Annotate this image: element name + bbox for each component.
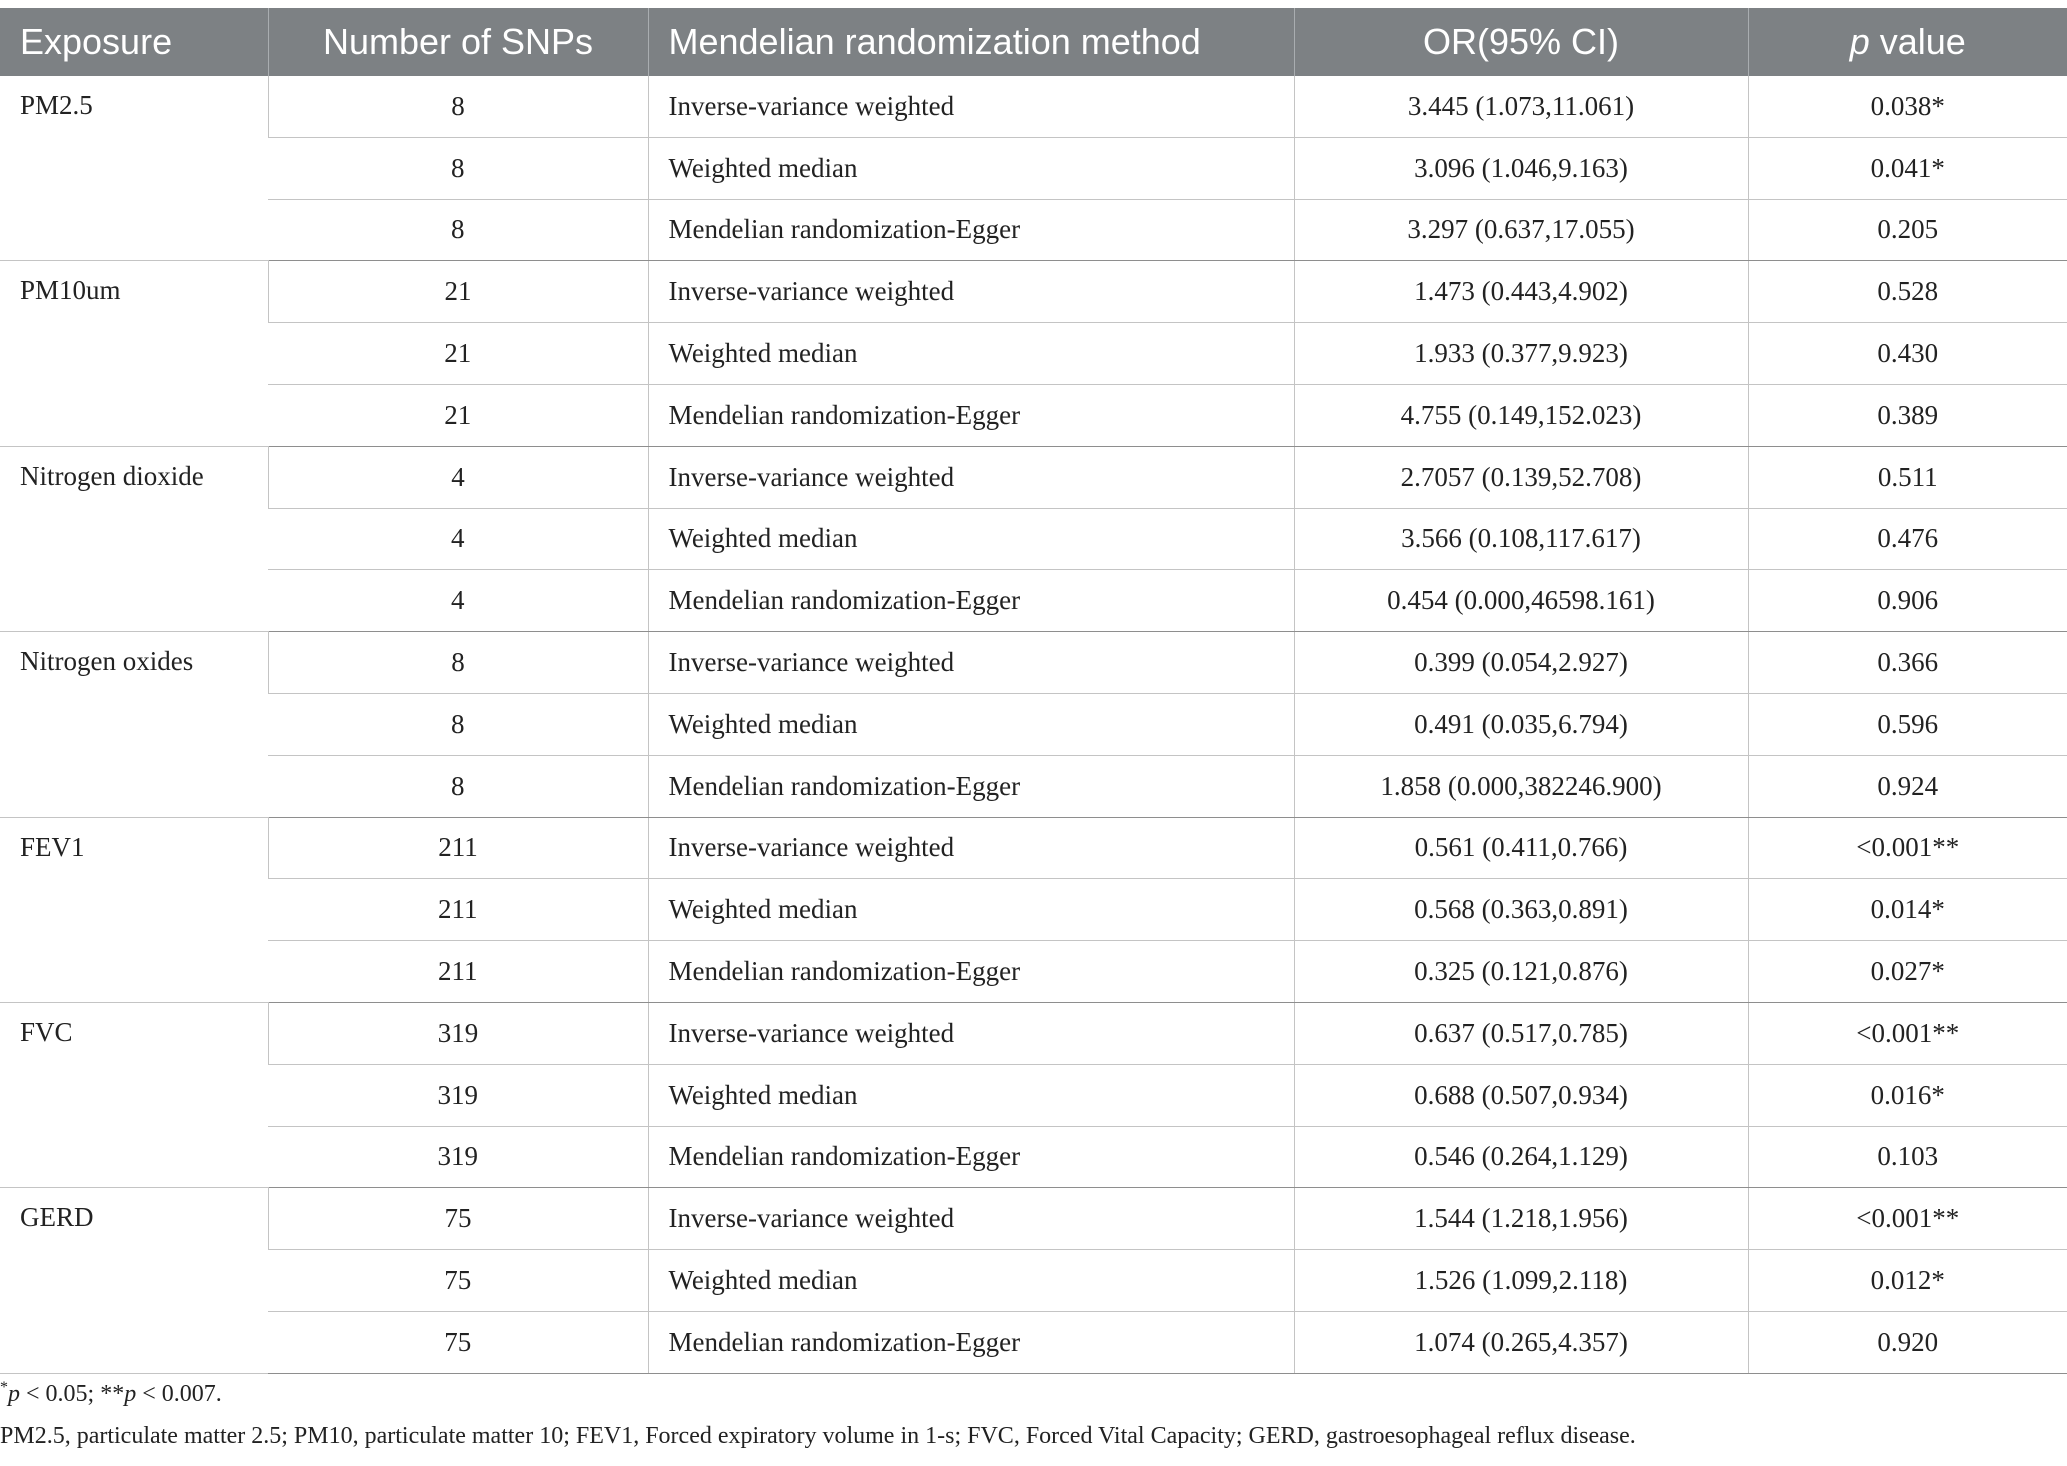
cell-p-value: 0.430 [1748,323,2067,385]
cell-exposure: FEV1 [0,817,268,1002]
cell-p-value: 0.389 [1748,384,2067,446]
cell-exposure: GERD [0,1188,268,1373]
cell-mr-method: Inverse-variance weighted [648,446,1294,508]
cell-p-value: <0.001** [1748,817,2067,879]
table-row [0,508,2067,570]
cell-number-of-snps: 319 [268,1064,648,1126]
table-row [0,570,2067,632]
cell-mr-method: Mendelian randomization-Egger [648,1126,1294,1188]
cell-number-of-snps: 8 [268,137,648,199]
cell-p-value: 0.920 [1748,1311,2067,1373]
cell-exposure: FVC [0,1002,268,1187]
table-row [0,446,2067,508]
table-row [0,941,2067,1003]
cell-number-of-snps: 8 [268,199,648,261]
cell-p-value: 0.205 [1748,199,2067,261]
cell-or-ci: 0.568 (0.363,0.891) [1294,879,1748,941]
table-row [0,879,2067,941]
cell-or-ci: 0.491 (0.035,6.794) [1294,693,1748,755]
cell-mr-method: Inverse-variance weighted [648,1188,1294,1250]
cell-mr-method: Weighted median [648,879,1294,941]
cell-exposure: PM10um [0,261,268,446]
cell-number-of-snps: 8 [268,76,648,137]
cell-mr-method: Weighted median [648,693,1294,755]
table-row [0,1002,2067,1064]
cell-number-of-snps: 211 [268,817,648,879]
cell-mr-method: Mendelian randomization-Egger [648,1311,1294,1373]
cell-or-ci: 0.399 (0.054,2.927) [1294,632,1748,694]
cell-or-ci: 3.445 (1.073,11.061) [1294,76,1748,137]
cell-p-value: 0.027* [1748,941,2067,1003]
cell-p-value: 0.103 [1748,1126,2067,1188]
header-number-of-snps: Number of SNPs [268,8,648,76]
table-row [0,755,2067,817]
cell-mr-method: Weighted median [648,1250,1294,1312]
table-row [0,323,2067,385]
cell-number-of-snps: 21 [268,261,648,323]
table-row [0,137,2067,199]
cell-mr-method: Weighted median [648,1064,1294,1126]
footnote-star-double: ** [100,1381,125,1407]
cell-mr-method: Mendelian randomization-Egger [648,199,1294,261]
cell-p-value: 0.906 [1748,570,2067,632]
table-row [0,1126,2067,1188]
cell-number-of-snps: 8 [268,693,648,755]
abbreviations-footnote: PM2.5, particulate matter 2.5; PM10, particulate matter 10; FEV1, Forced expiratory volume in 1-s; FVC, Forced Vital Capacity; GERD, gastroesophageal reflux disease. [0,1423,1636,1449]
cell-exposure: Nitrogen oxides [0,632,268,817]
cell-or-ci: 0.325 (0.121,0.876) [1294,941,1748,1003]
cell-or-ci: 0.561 (0.411,0.766) [1294,817,1748,879]
cell-number-of-snps: 319 [268,1126,648,1188]
cell-number-of-snps: 211 [268,879,648,941]
cell-mr-method: Mendelian randomization-Egger [648,941,1294,1003]
table-row [0,693,2067,755]
cell-p-value: 0.041* [1748,137,2067,199]
cell-or-ci: 3.566 (0.108,117.617) [1294,508,1748,570]
mendelian-randomization-table [0,8,2067,1374]
cell-number-of-snps: 4 [268,570,648,632]
cell-or-ci: 1.473 (0.443,4.902) [1294,261,1748,323]
header-p-letter: p [1849,21,1870,62]
cell-mr-method: Inverse-variance weighted [648,1002,1294,1064]
cell-p-value: 0.016* [1748,1064,2067,1126]
cell-or-ci: 0.454 (0.000,46598.161) [1294,570,1748,632]
cell-number-of-snps: 319 [268,1002,648,1064]
header-or-ci: OR(95% CI) [1294,8,1748,76]
cell-exposure: Nitrogen dioxide [0,446,268,631]
cell-or-ci: 4.755 (0.149,152.023) [1294,384,1748,446]
footnote-threshold-2: < 0.007. [136,1381,222,1407]
table-row [0,632,2067,694]
table-row [0,199,2067,261]
cell-or-ci: 0.637 (0.517,0.785) [1294,1002,1748,1064]
cell-mr-method: Inverse-variance weighted [648,261,1294,323]
table-row [0,1311,2067,1373]
cell-p-value: 0.038* [1748,76,2067,137]
cell-p-value: 0.511 [1748,446,2067,508]
cell-or-ci: 1.933 (0.377,9.923) [1294,323,1748,385]
cell-mr-method: Mendelian randomization-Egger [648,755,1294,817]
cell-number-of-snps: 21 [268,323,648,385]
cell-or-ci: 3.297 (0.637,17.055) [1294,199,1748,261]
cell-or-ci: 1.074 (0.265,4.357) [1294,1311,1748,1373]
results-table-container [0,8,2067,1374]
cell-or-ci: 2.7057 (0.139,52.708) [1294,446,1748,508]
table-footnotes [0,1378,2067,1462]
header-p-value [1748,8,2067,76]
table-row [0,1250,2067,1312]
table-body [0,76,2067,1373]
header-exposure: Exposure [0,8,268,76]
cell-number-of-snps: 8 [268,632,648,694]
table-row [0,76,2067,137]
significance-footnote [0,1378,2067,1410]
header-row [0,8,2067,76]
cell-mr-method: Mendelian randomization-Egger [648,384,1294,446]
cell-or-ci: 1.858 (0.000,382246.900) [1294,755,1748,817]
cell-mr-method: Mendelian randomization-Egger [648,570,1294,632]
footnote-star-single: * [0,1379,8,1396]
cell-p-value: 0.012* [1748,1250,2067,1312]
cell-or-ci: 0.546 (0.264,1.129) [1294,1126,1748,1188]
header-p-suffix: value [1869,21,1966,62]
cell-p-value: 0.366 [1748,632,2067,694]
footnote-threshold-1: < 0.05; [20,1381,101,1407]
cell-number-of-snps: 4 [268,446,648,508]
cell-mr-method: Weighted median [648,508,1294,570]
cell-exposure: PM2.5 [0,76,268,261]
footnote-p-1: p [8,1381,20,1407]
cell-number-of-snps: 4 [268,508,648,570]
table-row [0,384,2067,446]
cell-or-ci: 0.688 (0.507,0.934) [1294,1064,1748,1126]
cell-number-of-snps: 75 [268,1188,648,1250]
cell-p-value: <0.001** [1748,1002,2067,1064]
table-header [0,8,2067,76]
table-row [0,817,2067,879]
cell-mr-method: Inverse-variance weighted [648,632,1294,694]
cell-p-value: 0.476 [1748,508,2067,570]
cell-mr-method: Weighted median [648,137,1294,199]
cell-number-of-snps: 75 [268,1250,648,1312]
cell-or-ci: 1.526 (1.099,2.118) [1294,1250,1748,1312]
cell-mr-method: Inverse-variance weighted [648,817,1294,879]
cell-number-of-snps: 75 [268,1311,648,1373]
cell-or-ci: 3.096 (1.046,9.163) [1294,137,1748,199]
table-row [0,261,2067,323]
table-row [0,1064,2067,1126]
header-mr-method: Mendelian randomization method [648,8,1294,76]
cell-number-of-snps: 21 [268,384,648,446]
cell-p-value: 0.596 [1748,693,2067,755]
cell-p-value: 0.014* [1748,879,2067,941]
table-row [0,1188,2067,1250]
cell-or-ci: 1.544 (1.218,1.956) [1294,1188,1748,1250]
cell-p-value: 0.528 [1748,261,2067,323]
cell-p-value: <0.001** [1748,1188,2067,1250]
cell-p-value: 0.924 [1748,755,2067,817]
cell-number-of-snps: 211 [268,941,648,1003]
footnote-p-2: p [124,1381,137,1407]
cell-number-of-snps: 8 [268,755,648,817]
cell-mr-method: Inverse-variance weighted [648,76,1294,137]
cell-mr-method: Weighted median [648,323,1294,385]
